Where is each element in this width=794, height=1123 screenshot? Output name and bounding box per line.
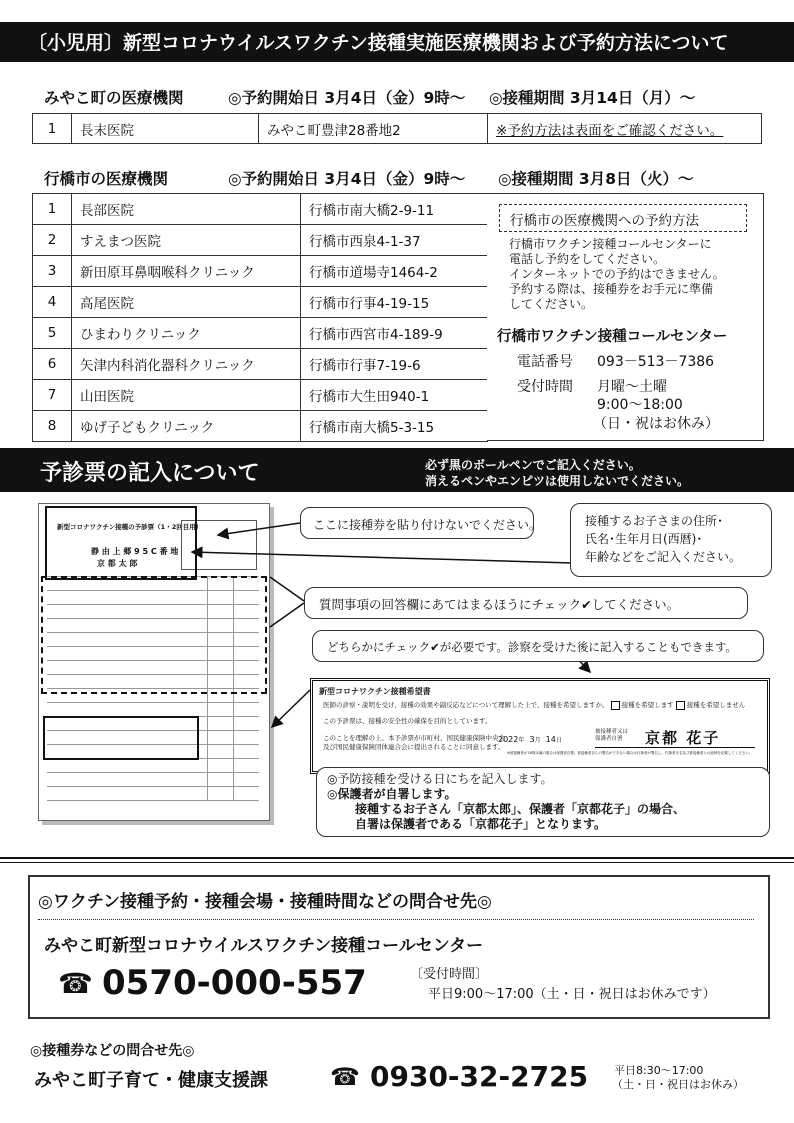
hours-time: 9:00～18:00 [597,397,683,413]
clinic-name: ゆげ子どもクリニック [72,411,301,442]
clinic-name: 矢津内科消化器科クリニック [72,349,301,380]
row-number: 1 [33,114,72,144]
clinic-address: 行橋市大生田940-1 [301,380,488,411]
clinic-name: 長部医院 [72,194,301,225]
sample-child-name: 京 都 太 郎 [97,559,138,568]
signer-signature: 京都 花子 [645,729,721,747]
table-row [33,225,488,256]
row-number: 6 [33,349,72,380]
clinic-address: 行橋市道場寺1464-2 [301,256,488,287]
clinic-name: 高尾医院 [72,287,301,318]
consent-date [498,735,562,744]
consent-form-title: 新型コロナワクチン接種希望書 [319,687,431,696]
yukuhashi-reservation-start: ◎予約開始日 3月4日（金）9時～ [228,170,466,188]
signature-underline [595,747,755,748]
yukuhashi-vaccination-period: ◎接種期間 3月8日（火）～ [498,170,694,188]
ticket-inquiry-hours-1: 平日8:30～17:00 [614,1064,704,1077]
questionnaire-banner [0,448,794,492]
consent-line-2: この予診票は、接種の安全性の確保を目的としています。 [323,717,492,725]
questionnaire-heading: 予診票の記入について [40,461,260,486]
section-divider [0,857,794,863]
clinic-address: 行橋市西宮市4-189-9 [301,318,488,349]
reservation-line: してください。 [509,297,594,311]
consent-month: 3 [529,735,535,744]
table-row [33,287,488,318]
table-row [33,380,488,411]
phone-label: 電話番号 [517,354,573,370]
signer-label [595,729,628,743]
signer-label-2: 保護者自署 [595,736,623,742]
inquiry-divider [38,919,754,920]
callout-line: 年齢などをご記入ください。 [585,550,742,564]
day-unit: 日 [555,737,562,744]
callout-line: 氏名･生年月日(西暦)･ [585,532,703,546]
callout-line: 自署は保護者である「京都花子」となります。 [355,817,607,831]
miyako-reservation-start: ◎予約開始日 3月4日（金）9時～ [228,89,466,107]
year-unit: 年 [518,737,525,744]
callout-line: 接種するお子さん「京都太郎」、保護者「京都花子」の場合、 [355,802,686,816]
phone-number: 093－513－7386 [597,354,715,370]
consent-form-sample [310,678,770,774]
callout-line: ◎保護者が自署します。 [327,787,457,801]
clinic-address: みやこ町豊津28番地2 [259,114,488,144]
callout-consent [312,630,764,662]
callout-child-info-text [585,512,741,566]
row-number: 7 [33,380,72,411]
table-row [33,318,488,349]
hours-days: 月曜～土曜 [597,379,667,395]
yukuhashi-reservation-box [487,193,764,441]
clinic-address: 行橋市行事7-19-6 [301,349,488,380]
table-row [33,256,488,287]
clinic-name: 山田医院 [72,380,301,411]
clinic-name: 新田原耳鼻咽喉科クリニック [72,256,301,287]
callout-line: ◎予防接種を受ける日にちを記入します。 [327,772,553,786]
consent-option-no: 接種を希望しません [686,701,746,709]
ticket-inquiry-title: ◎接種券などの問合せ先◎ [30,1043,195,1059]
inquiry-hours-label: 〔受付時間〕 [410,967,489,982]
row-number: 3 [33,256,72,287]
clinic-address: 行橋市行事4-19-15 [301,287,488,318]
miyako-table [32,113,762,144]
ticket-inquiry-phone: 0930-32-2725 [370,1060,589,1093]
reservation-line: 電話し予約をしてください。 [509,252,666,266]
inquiry-title: ◎ワクチン接種予約・接種会場・接種時間などの問合せ先◎ [38,892,492,912]
clinic-address: 行橋市南大橋5-3-15 [301,411,488,442]
table-row [33,194,488,225]
callout-ticket [300,507,542,539]
callout-ticket-text: ここに接種券を貼り付けないでください。 [313,518,542,532]
hours-label: 受付時間 [517,379,573,395]
row-number: 4 [33,287,72,318]
pen-notice-2: 消えるペンやエンピツは使用しないでください。 [425,474,690,488]
inquiry-center: みやこ町新型コロナウイルスワクチン接種コールセンター [44,936,484,956]
reservation-note-text: ※予約方法は表面をご確認ください。 [496,122,724,139]
pen-notice-1: 必ず黒のボールペンでご記入ください。 [425,458,641,472]
consent-question: 医師の診察・説明を受け、接種の効果や副反応などについて理解した上で、接種を希望しますか。 [323,701,609,709]
consent-year: 2022 [498,735,519,744]
month-unit: 月 [534,737,541,744]
reservation-note [488,114,762,144]
row-number: 5 [33,318,72,349]
reservation-method-text [509,237,761,312]
consent-day: 14 [545,735,556,744]
callout-line: 接種するお子さまの住所･ [585,514,724,528]
title-banner [0,22,794,62]
call-center-name: 行橋市ワクチン接種コールセンター [497,329,728,345]
checkbox-icon [611,701,620,710]
reservation-line: インターネットでの予約はできません。 [509,267,725,281]
reservation-method-title-box [499,204,747,232]
clinic-address: 行橋市南大橋2-9-11 [301,194,488,225]
signer-label-1: 被接種者又は [595,729,629,735]
callout-answers-text: 質問事項の回答欄にあてはまるほうにチェック✔してください。 [319,597,680,612]
sample-form-title: 新型コロナワクチン接種の予診票（1・2回目用） [57,523,203,531]
callout-answers [304,587,748,619]
ticket-inquiry-dept: みやこ町子育て・健康支援課 [34,1070,268,1091]
table-row [33,411,488,442]
reservation-method-title: 行橋市の医療機関への予約方法 [510,213,699,229]
callout-signature-text [327,772,685,832]
miyako-vaccination-period: ◎接種期間 3月14日（月）～ [489,89,696,107]
inquiry-box [28,875,770,1019]
clinic-name: すえまつ医院 [72,225,301,256]
ticket-inquiry-hours-2: （土・日・祝日はお休み） [612,1078,744,1091]
clinic-name: ひまわりクリニック [72,318,301,349]
table-row [33,114,762,144]
phone-icon: ☎ [330,1063,360,1091]
inquiry-phone: 0570-000-557 [102,963,367,1003]
consent-line-1 [323,700,745,710]
callout-signature [316,767,770,837]
sample-address: 静 由 上 郷 9 5 C 番 地 [91,547,179,556]
page-title: 〔小児用〕新型コロナウイルスワクチン接種実施医療機関および予約方法について [28,32,729,54]
clinic-address: 行橋市西泉4-1-37 [301,225,488,256]
checkbox-icon [676,701,685,710]
consent-option-yes: 接種を希望します [621,701,674,709]
yukuhashi-table [32,193,488,442]
callout-child-info [570,503,772,577]
callout-consent-text: どちらかにチェック✔が必要です。診察を受けた後に記入することもできます。 [327,640,737,654]
reservation-line: 予約する際は、接種券をお手元に準備 [509,282,714,296]
hours-closed: （日・祝はお休み） [593,416,719,432]
clinic-name: 長末医院 [72,114,259,144]
consent-line-4: 及び国民健康保険団体連合会に提出されることに同意します。 [323,743,505,751]
row-number: 8 [33,411,72,442]
table-row [33,349,488,380]
signer-footnote: ※被接種者が16歳未満の場合は保護者自署。被接種者自らの署名ができない場合は代筆者が署名し、代筆者氏名及び被接種者との続柄を記載してください。 [507,751,753,755]
miyako-heading: みやこ町の医療機関 [44,89,184,107]
reservation-line: 行橋市ワクチン接種コールセンターに [509,237,712,251]
row-number: 2 [33,225,72,256]
consent-line-3: このことを理解の上、本予診票が市町村、国民健康保険中央会 [323,734,505,742]
yukuhashi-heading: 行橋市の医療機関 [44,170,169,188]
phone-icon: ☎ [58,967,93,1000]
row-number: 1 [33,194,72,225]
inquiry-hours: 平日9:00～17:00（土・日・祝日はお休みです） [428,987,716,1002]
